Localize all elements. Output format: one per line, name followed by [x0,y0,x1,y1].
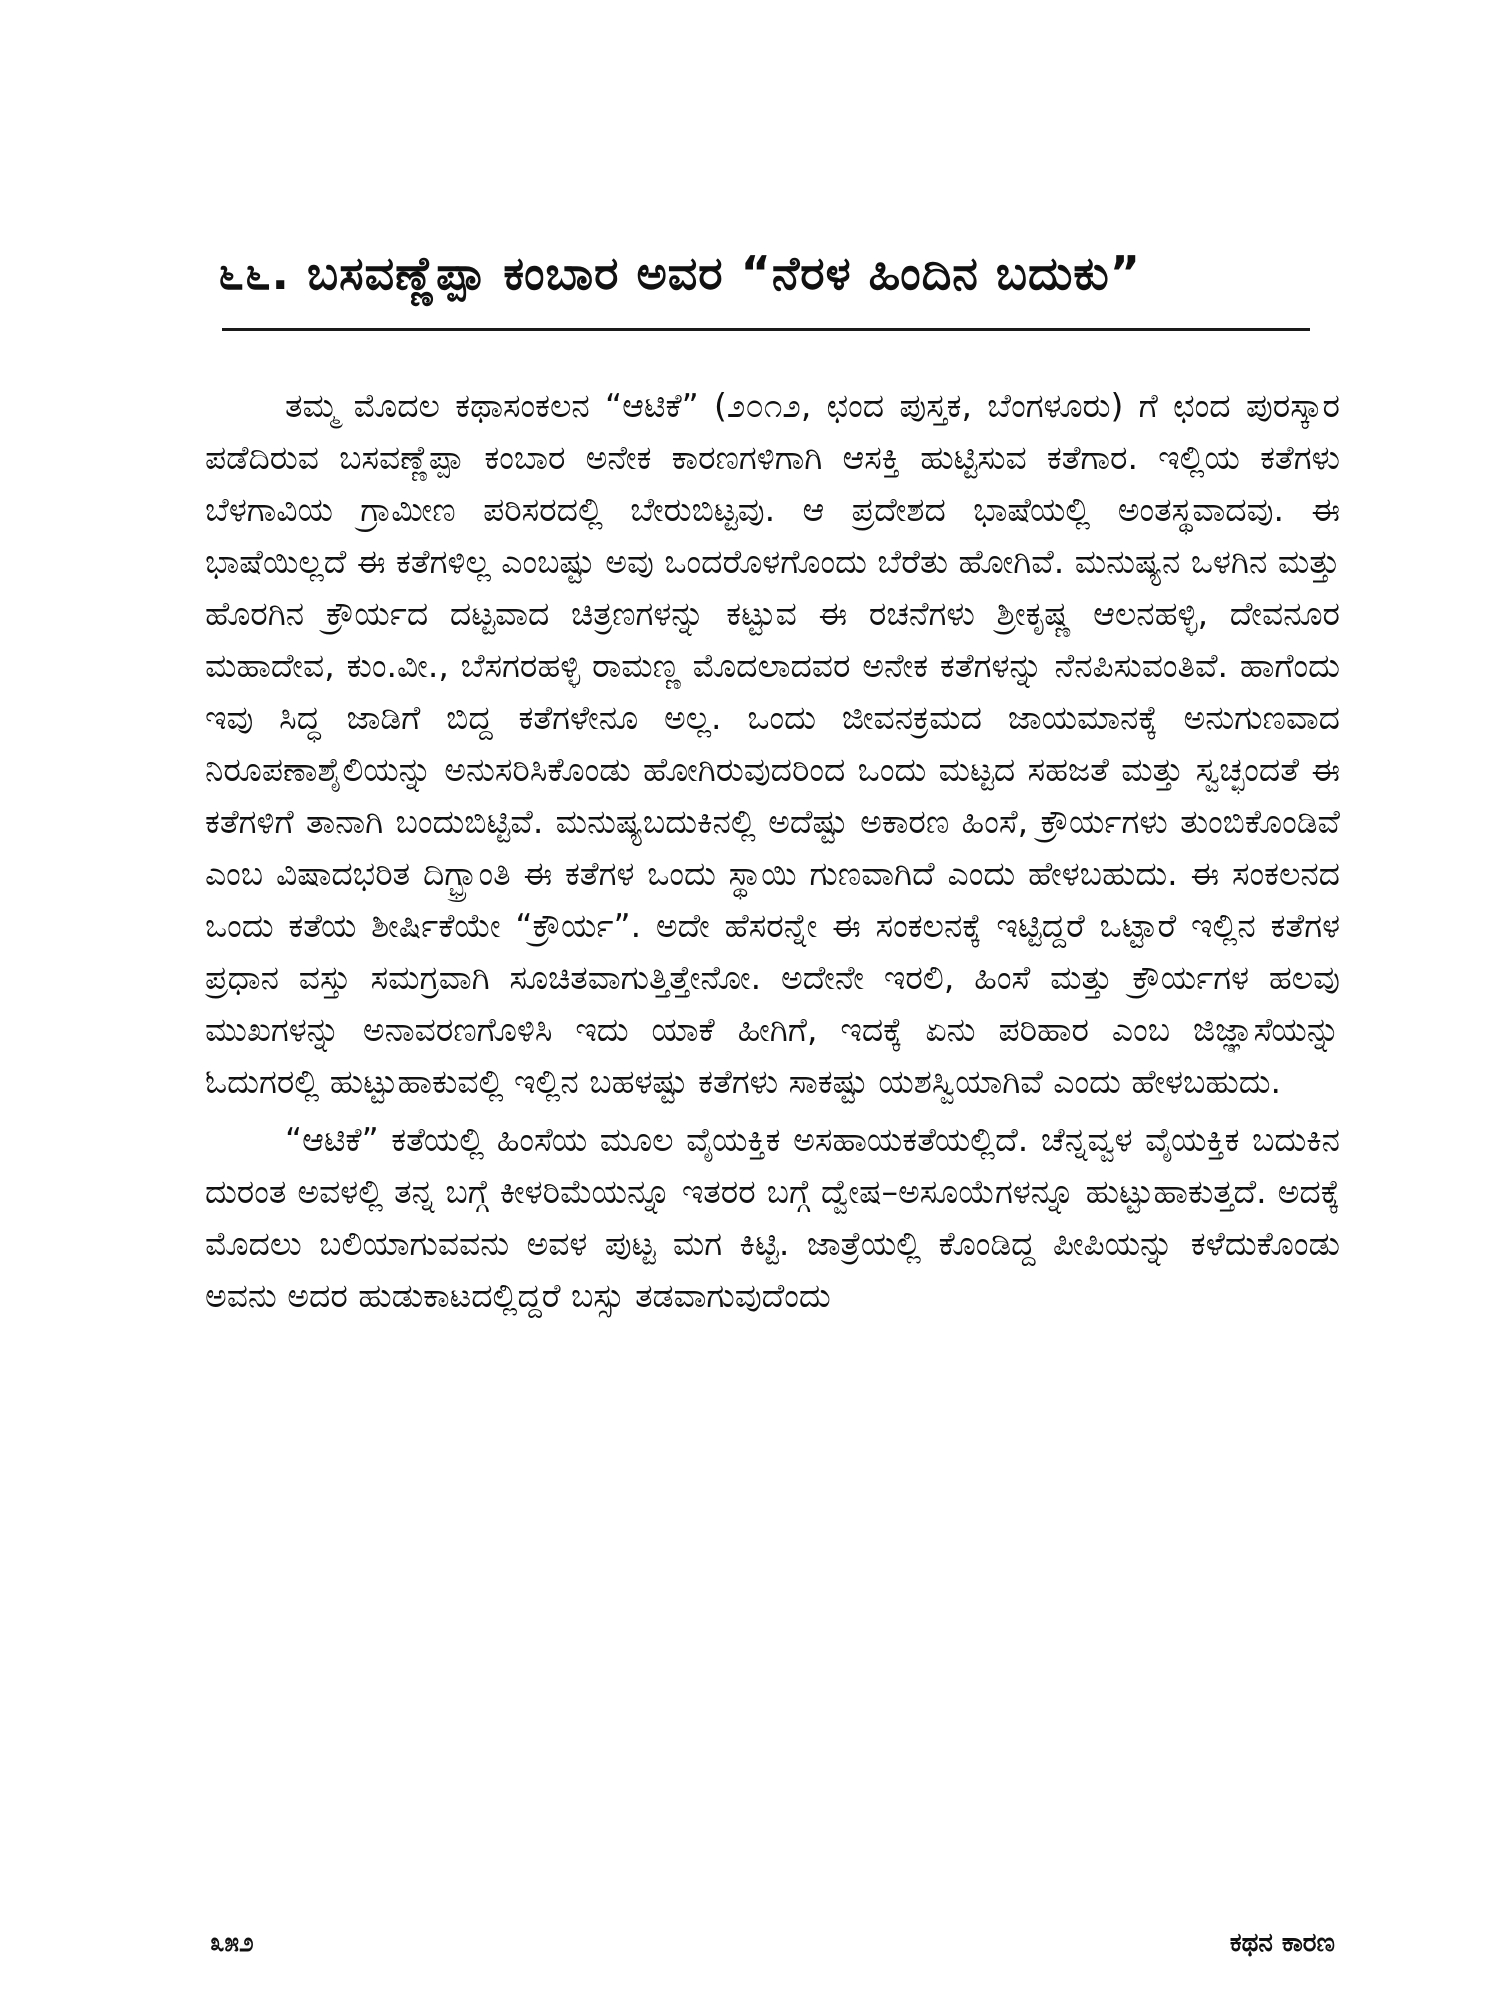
paragraph-2: “ಆಟಿಕೆ” ಕತೆಯಲ್ಲಿ ಹಿಂಸೆಯ ಮೂಲ ವೈಯಕ್ತಿಕ ಅಸಹಾಯಕತೆಯಲ್ಲಿದೆ. ಚೆನ್ನವ್ವಳ ವೈಯಕ್ತಿಕ ಬದುಕಿನ ದುರಂತ ಅವಳಲ್ಲಿ ತನ್ನ ಬಗ್ಗೆ ಕೀಳರಿಮೆಯನ್ನೂ ಇತರರ ಬಗ್ಗೆ ದ್ವೇಷ–ಅಸೂಯೆಗಳನ್ನೂ ಹುಟ್ಟುಹಾಕುತ್ತದೆ. ಅದಕ್ಕೆ ಮೊದಲು ಬಲಿಯಾಗುವವನು ಅವಳ ಪುಟ್ಟ ಮಗ ಕಿಟ್ಟಿ. ಜಾತ್ರೆಯಲ್ಲಿ ಕೊಂಡಿದ್ದ ಪೀಪಿಯನ್ನು ಕಳೆದುಕೊಂಡು ಅವನು ಅದರ ಹುಡುಕಾಟದಲ್ಲಿದ್ದರೆ ಬಸ್ಸು ತಡವಾಗುವುದೆಂದು [205,1120,1340,1315]
page-number: ೩೫೨ [210,1928,254,1958]
running-footer-title: ಕಥನ ಕಾರಣ [1229,1928,1335,1958]
article-body [205,380,1340,1322]
heading-underline [222,328,1310,331]
chapter-heading: ೬೬. ಬಸವಣ್ಣೆಪ್ಪಾ ಕಂಬಾರ ಅವರ “ನೆರಳ ಹಿಂದಿನ ಬದುಕು” [218,246,1141,300]
paragraph-1: ತಮ್ಮ ಮೊದಲ ಕಥಾಸಂಕಲನ “ಆಟಿಕೆ” (೨೦೧೨, ಛಂದ ಪುಸ್ತಕ, ಬೆಂಗಳೂರು) ಗೆ ಛಂದ ಪುರಸ್ಕಾರ ಪಡೆದಿರುವ ಬಸವಣ್ಣೆಪ್ಪಾ ಕಂಬಾರ ಅನೇಕ ಕಾರಣಗಳಿಗಾಗಿ ಆಸಕ್ತಿ ಹುಟ್ಟಿಸುವ ಕತೆಗಾರ. ಇಲ್ಲಿಯ ಕತೆಗಳು ಬೆಳಗಾವಿಯ ಗ್ರಾಮೀಣ ಪರಿಸರದಲ್ಲಿ ಬೇರುಬಿಟ್ಟವು. ಆ ಪ್ರದೇಶದ ಭಾಷೆಯಲ್ಲಿ ಅಂತಸ್ಥವಾದವು. ಈ ಭಾಷೆಯಿಲ್ಲದೆ ಈ ಕತೆಗಳಿಲ್ಲ ಎಂಬಷ್ಟು ಅವು ಒಂದರೊಳಗೊಂದು ಬೆರೆತು ಹೋಗಿವೆ. ಮನುಷ್ಯನ ಒಳಗಿನ ಮತ್ತು ಹೊರಗಿನ ಕ್ರೌರ್ಯದ ದಟ್ಟವಾದ ಚಿತ್ರಣಗಳನ್ನು ಕಟ್ಟುವ ಈ ರಚನೆಗಳು ಶ್ರೀಕೃಷ್ಣ ಆಲನಹಳ್ಳಿ, ದೇವನೂರ ಮಹಾದೇವ, ಕುಂ.ವೀ., ಬೆಸಗರಹಳ್ಳಿ ರಾಮಣ್ಣ ಮೊದಲಾದವರ ಅನೇಕ ಕತೆಗಳನ್ನು ನೆನಪಿಸುವಂತಿವೆ. ಹಾಗೆಂದು ಇವು ಸಿದ್ಧ ಜಾಡಿಗೆ ಬಿದ್ದ ಕತೆಗಳೇನೂ ಅಲ್ಲ. ಒಂದು ಜೀವನಕ್ರಮದ ಜಾಯಮಾನಕ್ಕೆ ಅನುಗುಣವಾದ ನಿರೂಪಣಾಶೈಲಿಯನ್ನು ಅನುಸರಿಸಿಕೊಂಡು ಹೋಗಿರುವುದರಿಂದ ಒಂದು ಮಟ್ಟದ ಸಹಜತೆ ಮತ್ತು ಸ್ವಚ್ಛಂದತೆ ಈ ಕತೆಗಳಿಗೆ ತಾನಾಗಿ ಬಂದುಬಿಟ್ಟಿವೆ. ಮನುಷ್ಯಬದುಕಿನಲ್ಲಿ ಅದೆಷ್ಟು ಅಕಾರಣ ಹಿಂಸೆ, ಕ್ರೌರ್ಯಗಳು ತುಂಬಿಕೊಂಡಿವೆ ಎಂಬ ವಿಷಾದಭರಿತ ದಿಗ್ಭ್ರಾಂತಿ ಈ ಕತೆಗಳ ಒಂದು ಸ್ಥಾಯಿ ಗುಣವಾಗಿದೆ ಎಂದು ಹೇಳಬಹುದು. ಈ ಸಂಕಲನದ ಒಂದು ಕತೆಯ ಶೀರ್ಷಿಕೆಯೇ “ಕ್ರೌರ್ಯ”. ಅದೇ ಹೆಸರನ್ನೇ ಈ ಸಂಕಲನಕ್ಕೆ ಇಟ್ಟಿದ್ದರೆ ಒಟ್ಟಾರೆ ಇಲ್ಲಿನ ಕತೆಗಳ ಪ್ರಧಾನ ವಸ್ತು ಸಮಗ್ರವಾಗಿ ಸೂಚಿತವಾಗುತ್ತಿತ್ತೇನೋ. ಅದೇನೇ ಇರಲಿ, ಹಿಂಸೆ ಮತ್ತು ಕ್ರೌರ್ಯಗಳ ಹಲವು ಮುಖಗಳನ್ನು ಅನಾವರಣಗೊಳಿಸಿ ಇದು ಯಾಕೆ ಹೀಗಿಗೆ, ಇದಕ್ಕೆ ಏನು ಪರಿಹಾರ ಎಂಬ ಜಿಜ್ಞಾಸೆಯನ್ನು ಓದುಗರಲ್ಲಿ ಹುಟ್ಟುಹಾಕುವಲ್ಲಿ ಇಲ್ಲಿನ ಬಹಳಷ್ಟು ಕತೆಗಳು ಸಾಕಷ್ಟು ಯಶಸ್ವಿಯಾಗಿವೆ ಎಂದು ಹೇಳಬಹುದು. [205,386,1340,1101]
